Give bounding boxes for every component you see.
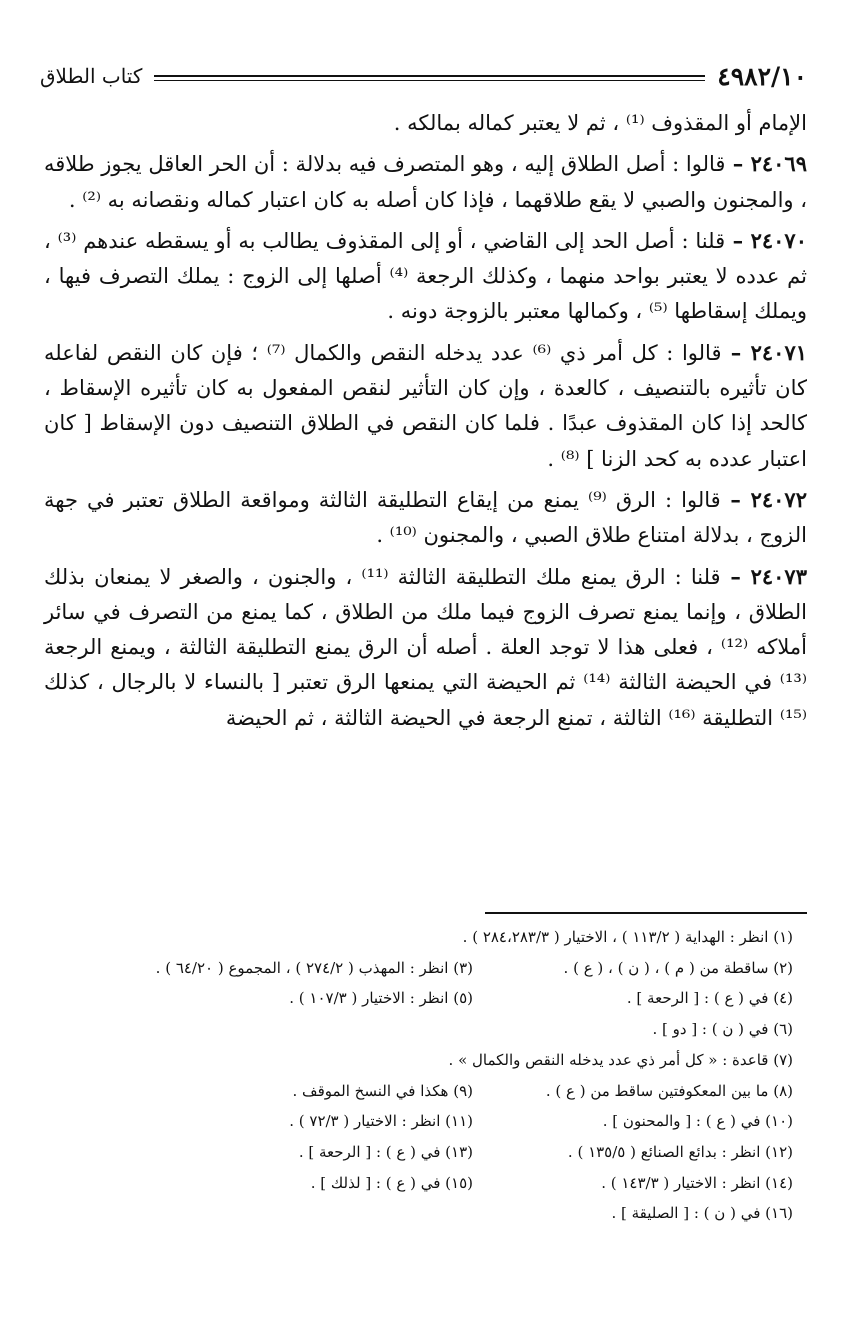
paragraph-text: قلنا : الرق يمنع ملك التطليقة الثالثة ⁽¹¹⁾ ، والجنون ، والصغر لا يمنعان بذلك الطلاق ، وإنما يمنع تصرف الزوج فيما ملك من الطلاق ، كما يمنع من التصرف في سائر أملاكه ⁽¹²⁾ ، فعلى هذا لا توجد العلة . أصله أن الرق يمنع التطليقة الثالثة ، ويمنع الرجعة ⁽¹³⁾ في الحيضة الثالثة ⁽¹⁴⁾ ثم الحيضة التي يمنعها الرق تعتبر [ بالنساء لا بالرجال ، كذلك ⁽¹⁵⁾ التطليقة ⁽¹⁶⁾ الثالثة ، تمنع الرجعة في الحيضة الثالثة ، ثم الحيضة <box>44 564 807 730</box>
paragraph-number: ٢٤٠٧١ – <box>721 339 808 365</box>
paragraph-number: ٢٤٠٦٩ – <box>725 151 807 177</box>
footnote: (١٥) في ( ع ) : [ لذلك ] . <box>310 1173 473 1192</box>
footnote-row <box>54 922 793 953</box>
footnote-separator <box>485 912 807 914</box>
paragraph <box>44 482 807 554</box>
footnote: (١٣) في ( ع ) : [ الرحعة ] . <box>298 1142 473 1161</box>
footnote-row <box>54 1045 793 1076</box>
footnote-row <box>54 1076 793 1107</box>
footnote-row <box>54 953 793 984</box>
footnote: (٦) في ( ن ) : [ دو ] . <box>652 1020 793 1039</box>
paragraph-text: قالوا : الرق ⁽⁹⁾ يمنع من إيقاع التطليقة الثالثة ومواقعة الطلاق تعتبر في جهة الزوج ، بدلالة امتناع طلاق الصبي ، والمجنون ⁽¹⁰⁾ . <box>44 487 807 548</box>
header-rule <box>154 75 705 77</box>
body-text <box>44 106 807 741</box>
page-number: ٤٩٨٢/١٠ <box>717 61 807 91</box>
footnote-row <box>54 1198 793 1229</box>
footnote-row <box>54 1168 793 1199</box>
footnote: (٤) في ( ع ) : [ الرحعة ] . <box>626 989 793 1008</box>
paragraph <box>44 335 807 477</box>
footnote: (٨) ما بين المعكوفتين ساقط من ( ع ) . <box>545 1081 793 1100</box>
paragraph <box>44 223 807 330</box>
paragraph-number: ٢٤٠٧٢ – <box>720 486 807 512</box>
footnote: (١٦) في ( ن ) : [ الصليقة ] . <box>611 1204 793 1223</box>
footnote-row <box>54 983 793 1014</box>
paragraph-number: ٢٤٠٧٠ – <box>725 227 807 253</box>
footnote: (٣) انظر : المهذب ( ٢٧٤/٢ ) ، المجموع ( ٦٤/٢٠ ) . <box>155 958 473 977</box>
footnote: (١٤) انظر : الاختيار ( ١٤٣/٣ ) . <box>601 1173 793 1192</box>
paragraph-number: ٢٤٠٧٣ – <box>720 563 807 589</box>
footnote-row <box>54 1106 793 1137</box>
paragraph <box>44 106 807 141</box>
paragraph <box>44 146 807 218</box>
footnote-row <box>54 1014 793 1045</box>
paragraph <box>44 559 807 736</box>
paragraph-text: قالوا : أصل الطلاق إليه ، وهو المتصرف فيه بدلالة : أن الحر العاقل يجوز طلاقه ، والمجنون والصبي لا يقع طلاقهما ، فإذا كان أصله به كان اعتبار كماله ونقصانه به ⁽²⁾ . <box>44 152 807 212</box>
paragraph-text: قالوا : كل أمر ذي ⁽⁶⁾ عدد يدخله النقص والكمال ⁽⁷⁾ ؛ فإن كان النقص لفاعله كان تأثيره بالتنصيف ، كالعدة ، وإن كان التأثير لنقص المفعول به كان تأثيره الإسقاط ، كالحد إذا كان المقذوف عبدًا . فلما كان النقص في الطلاق التنصيف دون الإسقاط [ كان اعتبار عدده به كحد الزنا ] ⁽⁸⁾ . <box>44 340 807 471</box>
footnotes <box>54 922 793 1229</box>
page-header <box>40 56 807 96</box>
paragraph-text: الإمام أو المقذوف ⁽¹⁾ ، ثم لا يعتبر كماله بمالكه . <box>393 111 807 135</box>
footnote: (١١) انظر : الاختيار ( ٧٢/٣ ) . <box>289 1112 473 1131</box>
paragraph-text: قلنا : أصل الحد إلى القاضي ، أو إلى المقذوف يطالب به أو يسقطه عندهم ⁽³⁾ ، ثم عدده لا يعتبر بواحد منهما ، وكذلك الرجعة ⁽⁴⁾ أصلها إلى الزوج : يملك التصرف فيها ، ويملك إسقاطها ⁽⁵⁾ ، وكمالها معتبر بالزوجة دونه . <box>44 228 807 324</box>
footnote: (٧) قاعدة : « كل أمر ذي عدد يدخله النقص والكمال » . <box>448 1050 793 1069</box>
footnote: (٩) هكذا في النسخ الموقف . <box>292 1081 473 1100</box>
footnote: (٥) انظر : الاختيار ( ١٠٧/٣ ) . <box>289 989 473 1008</box>
footnote: (١٠) في ( ع ) : [ والمحنون ] . <box>602 1112 793 1131</box>
footnote: (١) انظر : الهداية ( ١١٣/٢ ) ، الاختيار ( ٢٨٤،٢٨٣/٣ ) . <box>462 928 793 946</box>
book-title: كتاب الطلاق <box>40 64 143 88</box>
footnote: (٢) ساقطة من ( م ) ، ( ن ) ، ( ع ) . <box>563 958 793 977</box>
footnote-row <box>54 1137 793 1168</box>
footnote: (١٢) انظر : بدائع الصنائع ( ١٣٥/٥ ) . <box>567 1142 793 1161</box>
